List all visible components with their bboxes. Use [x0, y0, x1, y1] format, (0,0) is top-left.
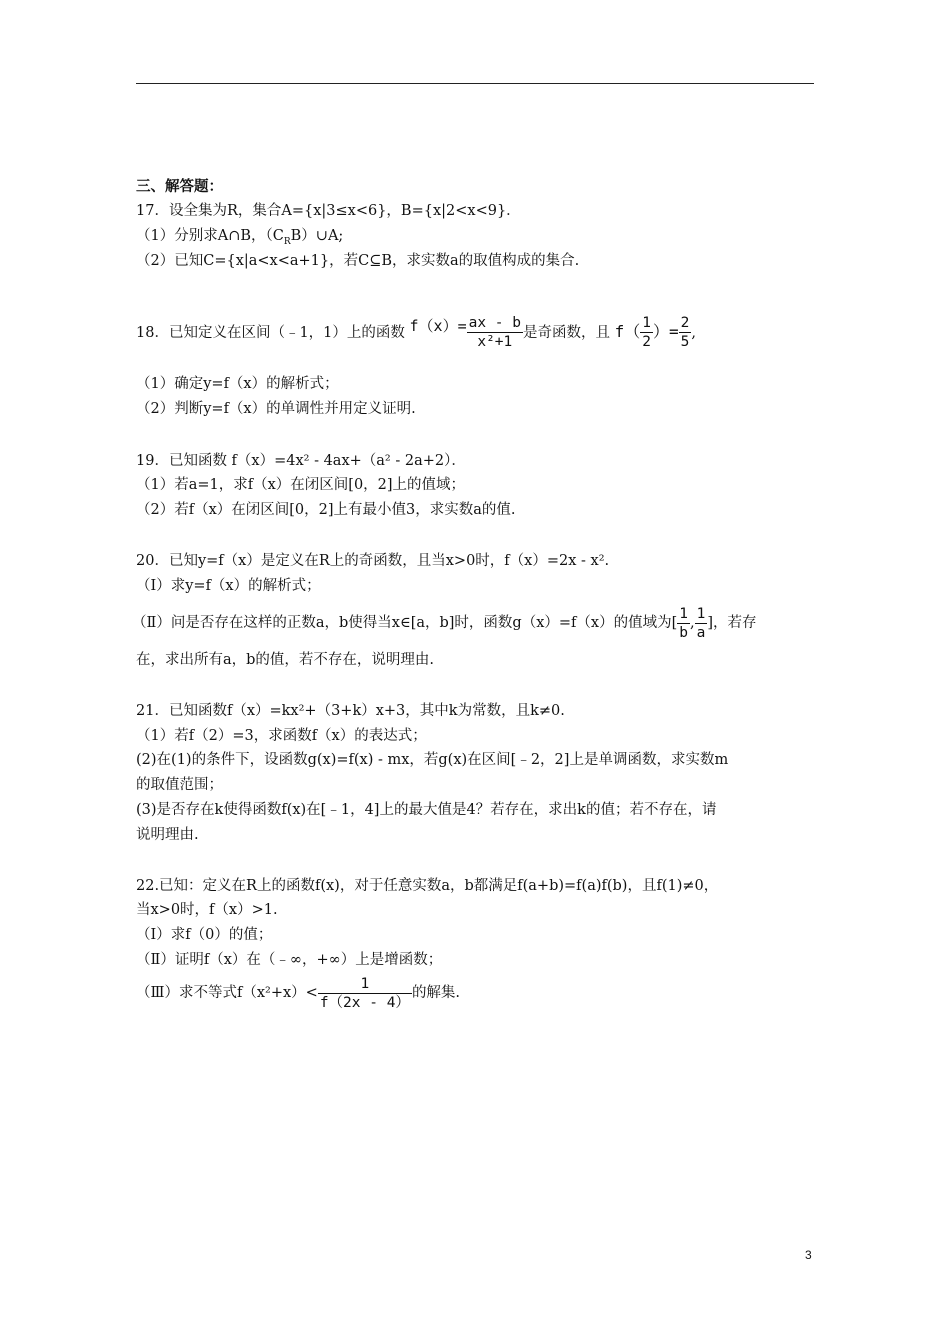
q22-part1: （Ⅰ）求f（0）的值； — [136, 927, 273, 943]
q22-part3-tail: 的解集. — [411, 985, 461, 1001]
q18-value-num: 2 — [680, 315, 690, 332]
q18-stem — [136, 305, 696, 354]
q18-half-num: 1 — [642, 315, 651, 332]
q18-fraction-den: x²+1 — [477, 334, 513, 351]
q19-stem: 19．已知函数 f（x）=4x² - 4ax+（a² - 2a+2）． — [136, 453, 466, 469]
q19-part1: （1）若a=1，求f（x）在闭区间[0，2]上的值域； — [136, 477, 466, 493]
q18-fraction — [467, 314, 523, 351]
q18-lead: 18．已知定义在区间（﹣1，1）上的函数 — [136, 324, 405, 341]
q18-value-den: 5 — [680, 334, 690, 351]
q17-part1 — [136, 226, 343, 252]
q22-part3-num: 1 — [318, 975, 412, 994]
q20-frac-1a — [695, 605, 708, 642]
q18-half-den: 2 — [642, 334, 651, 351]
q20-part2-cont: 在，求出所有a，b的值，若不存在，说明理由. — [136, 652, 435, 668]
q21-part2: (2)在(1)的条件下，设函数g(x)=f(x) - mx，若g(x)在区间[﹣2，2]上是单调函数，求实数m — [136, 752, 729, 768]
q17-part1-tail: B）∪A; — [290, 228, 344, 244]
q22-stem: 22.已知：定义在R上的函数f(x)，对于任意实数a，b都满足f(a+b)=f(a)f(b)，且f(1)≠0， — [136, 878, 719, 894]
q19-part2: （2）若f（x）在闭区间[0，2]上有最小值3，求实数a的值. — [136, 502, 516, 518]
q20-frac2-den: a — [696, 624, 706, 641]
q18-part2: （2）判断y=f（x）的单调性并用定义证明. — [136, 401, 416, 417]
q18-mid: 是奇函数，且 — [523, 324, 610, 341]
q21-part3: (3)是否存在k使得函数f(x)在[﹣1，4]上的最大值是4？若存在，求出k的值；若不存在，请 — [136, 802, 717, 818]
q18-fraction-num: ax - b — [468, 315, 521, 332]
q20-frac-1b — [677, 605, 690, 642]
q20-part2-tail: ]，若存 — [707, 615, 757, 631]
q18-part1: （1）确定y=f（x）的解析式； — [136, 376, 339, 392]
q21-part1: （1）若f（2）=3，求函数f（x）的表达式； — [136, 728, 427, 744]
q20-part2-lead: （Ⅱ）问是否存在这样的正数a，b使得当x∈[a，b]时，函数g（x）=f（x）的值域为[ — [132, 615, 678, 631]
q22-part2: （Ⅱ）证明f（x）在（﹣∞，+∞）上是增函数； — [136, 952, 443, 968]
q22-part3 — [136, 972, 460, 1014]
q21-stem: 21．已知函数f（x）=kx²+（3+k）x+3，其中k为常数，且k≠0. — [136, 703, 565, 719]
q20-comma: , — [689, 615, 695, 631]
q18-fx: f（x）= — [409, 317, 467, 335]
q17-stem: 17．设全集为R，集合A={x|3≤x<6}，B={x|2<x<9}． — [136, 203, 521, 219]
q20-frac1-num: 1 — [679, 605, 688, 622]
section-title: 三、解答题： — [136, 178, 223, 195]
q20-stem: 20．已知y=f（x）是定义在R上的奇函数，且当x>0时，f（x）=2x - x². — [136, 553, 610, 569]
q18-f-half: f（ — [614, 321, 641, 341]
q20-frac1-den: b — [679, 624, 688, 641]
header-rule — [136, 83, 814, 84]
q20-frac2-num: 1 — [696, 605, 706, 622]
q17-part2: （2）已知C={x|a<x<a+1}，若C⊆B，求实数a的取值构成的集合. — [136, 253, 580, 269]
q20-part1: （Ⅰ）求y=f（x）的解析式； — [136, 578, 321, 594]
q18-eq: ）= — [652, 321, 679, 341]
page-number: 3 — [805, 1248, 812, 1262]
q21-part2-cont: 的取值范围； — [136, 777, 223, 793]
q20-part2 — [132, 603, 757, 643]
q18-tail: , — [691, 324, 696, 341]
q18-value-fraction — [679, 314, 692, 351]
q18-half-fraction — [640, 314, 653, 351]
q22-part3-den: f（2x - 4） — [319, 994, 410, 1011]
q17-part1-lead: （1）分别求A∩B，（C — [136, 228, 284, 244]
q22-part3-lead: （Ⅲ）求不等式f（x²+x）< — [136, 985, 318, 1001]
q21-part3-cont: 说明理由. — [136, 827, 199, 843]
q22-part3-fraction — [318, 975, 412, 1012]
q22-stem-cont: 当x>0时，f（x）>1. — [136, 902, 278, 918]
q17-part1-sub: R — [283, 236, 291, 247]
